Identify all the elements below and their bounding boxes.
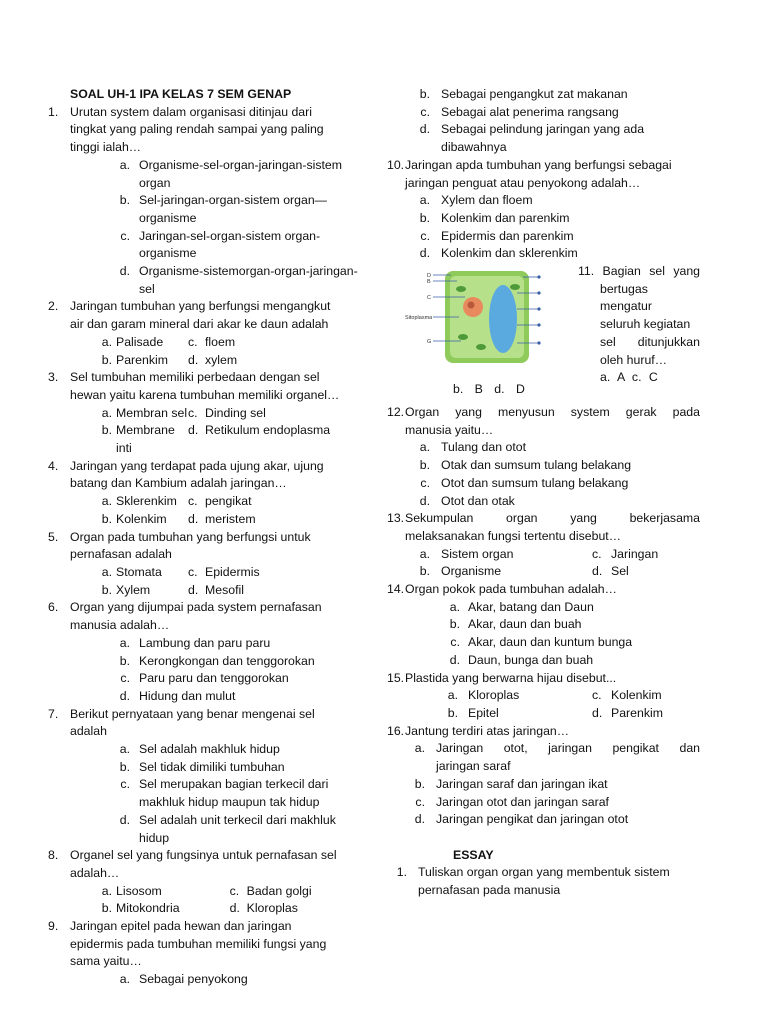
label-dots bbox=[537, 275, 540, 344]
diagram-label: C bbox=[427, 295, 431, 302]
option-row: b. Parenkim d. xylem bbox=[101, 352, 238, 367]
diagram-label: D bbox=[427, 273, 431, 280]
option-a: a. Jaringan otot, jaringan pengikat dan jaringan saraf bbox=[414, 741, 700, 774]
diagram-label: G bbox=[427, 339, 432, 346]
option-row: b. Epitel d. Parenkim bbox=[447, 705, 663, 720]
option-b: b. Jaringan saraf dan jaringan ikat bbox=[414, 776, 608, 791]
option-row: a. Stomata c. Epidermis bbox=[101, 564, 260, 579]
option-b: b. Otak dan sumsum tulang belakang bbox=[419, 458, 632, 473]
option-row: b. Xylem d. Mesofil bbox=[101, 582, 244, 597]
diagram-label: B bbox=[427, 279, 431, 286]
question-text: tinggi ialah… bbox=[70, 140, 142, 155]
option-a: a. Tulang dan otot bbox=[419, 440, 527, 455]
option-d: d. Sel adalah unit terkecil dari makhluk hidup bbox=[119, 812, 336, 845]
question-11 bbox=[387, 263, 700, 402]
question-text: air dan garam mineral dari akar ke daun adalah bbox=[70, 317, 329, 332]
chloroplast bbox=[456, 286, 466, 292]
question-text: tingkat yang paling rendah sampai yang paling bbox=[70, 122, 324, 137]
option-row: b. Mitokondria d. Kloroplas bbox=[101, 901, 298, 916]
diagram-label: Sitoplasma bbox=[405, 315, 433, 322]
question-14: 14. Organ pokok pada tumbuhan adalah… a. Akar, batang dan Daun b. Akar, daun dan buah c. Akar, daun dan kuntum bunga d. Daun, bunga dan buah bbox=[387, 581, 700, 670]
question-11-options-b-d: b. B d. D bbox=[453, 382, 525, 397]
option-c: c. Sebagai alat penerima rangsang bbox=[420, 104, 619, 119]
option-a: a. Akar, batang dan Daun bbox=[449, 599, 594, 614]
question-16: 16. Jantung terdiri atas jaringan… a. Jaringan otot, jaringan pengikat dan jaringan saraf b. Jaringan saraf dan jaringan ikat c. Jaringan otot dan jaringan saraf d. Jaringan pengikat dan jaringan otot bbox=[387, 723, 700, 829]
question-text: Urutan system dalam organisasi ditinjau dari bbox=[70, 104, 312, 119]
question-text: Jaringan tumbuhan yang berfungsi mengangkut bbox=[70, 299, 331, 314]
option-row: a. Sistem organ c. Jaringan bbox=[419, 546, 659, 561]
option-d: d. Jaringan pengikat dan jaringan otot bbox=[414, 812, 629, 827]
right-column bbox=[387, 86, 700, 900]
question-8: 8. Organel sel yang fungsinya untuk pernafasan sel adalah… a. Lisosom c. Badan golgi b. Mitokondria d. Kloroplas bbox=[48, 847, 362, 918]
essay-heading: ESSAY bbox=[453, 847, 494, 862]
option-a: a. Sebagai penyokong bbox=[119, 972, 248, 987]
option-d-continued: dibawahnya bbox=[441, 140, 507, 155]
chloroplast bbox=[476, 344, 486, 350]
option-row: b. Organisme d. Sel bbox=[419, 564, 629, 579]
question-3: 3. Sel tumbuhan memiliki perbedaan dengan sel hewan yaitu karena tumbuhan memiliki organel… a. Membran sel c. Dinding sel b. Membrane inti d. Retikulum endoplasma bbox=[48, 369, 362, 458]
option-c: c. Sel merupakan bagian terkecil dari makhluk hidup maupun tak hidup bbox=[120, 777, 329, 810]
question-12: 12. Organ yang menyusun system gerak pada manusia yaitu… a. Tulang dan otot b. Otak dan sumsum tulang belakang c. Otot dan sumsum tulang belakang d. Otot dan otak bbox=[387, 404, 700, 510]
option-d: d. Daun, bunga dan buah bbox=[449, 652, 594, 667]
vacuole bbox=[489, 285, 517, 353]
option-b: b. Sebagai pengangkut zat makanan bbox=[419, 87, 628, 101]
option-row: a. Membran sel c. Dinding sel bbox=[101, 405, 266, 420]
option-a: a. Lambung dan paru paru bbox=[119, 635, 271, 650]
option-c: c. Akar, daun dan kuntum bunga bbox=[450, 635, 633, 650]
option-b: b. Kerongkongan dan tenggorokan bbox=[119, 653, 315, 668]
question-9: 9. Jaringan epitel pada hewan dan jaringan epidermis pada tumbuhan memiliki fungsi yang sama yaitu… a. Sebagai penyokong bbox=[48, 918, 362, 989]
option-d: d. Hidung dan mulut bbox=[119, 688, 236, 703]
question-11-text: 11. Bagian sel yang bertugas mengatur seluruh kegiatan sel ditunjukkan oleh huruf… a. A c. C bbox=[578, 264, 700, 385]
question-7: 7. Berikut pernyataan yang benar mengenai sel adalah a. Sel adalah makhluk hidup b. Sel tidak dimiliki tumbuhan c. Sel merupakan bagian terkecil dari makhluk hidup maupun tak hidup d. Sel adalah unit terkecil dari makhluk hidup bbox=[48, 706, 362, 848]
plant-cell-diagram bbox=[405, 267, 563, 365]
chloroplast bbox=[458, 334, 468, 340]
option-row: a. Sklerenkim c. pengikat bbox=[101, 494, 252, 509]
option-b: b. Sel tidak dimiliki tumbuhan bbox=[119, 759, 285, 774]
option-a: a. Sel adalah makhluk hidup bbox=[119, 742, 280, 757]
question-13: 13. Sekumpulan organ yang bekerjasama melaksanakan fungsi tertentu disebut… a. Sistem organ c. Jaringan b. Organisme d. Sel bbox=[387, 510, 700, 581]
option-b: b. Kolenkim dan parenkim bbox=[419, 210, 570, 225]
nucleolus bbox=[468, 302, 475, 309]
question-number: 1. bbox=[48, 104, 59, 119]
option-a: a. Xylem dan floem bbox=[419, 193, 533, 208]
option-c: c. Epidermis dan parenkim bbox=[420, 228, 574, 243]
option-b: b. Akar, daun dan buah bbox=[449, 617, 582, 632]
question-2: 2. Jaringan tumbuhan yang berfungsi mengangkut air dan garam mineral dari akar ke daun adalah a. Palisade c. floem b. Parenkim d. xylem bbox=[48, 298, 362, 369]
option-d: d. Otot dan otak bbox=[419, 493, 515, 508]
page-title: SOAL UH-1 IPA KELAS 7 SEM GENAP bbox=[70, 87, 292, 101]
question-9-continued bbox=[387, 86, 700, 157]
option-b: b. Sel-jaringan-organ-sistem organ— organisme bbox=[119, 193, 327, 225]
question-4: 4. Jaringan yang terdapat pada ujung akar, ujung batang dan Kambium adalah jaringan… a. Sklerenkim c. pengikat b. Kolenkim d. meristem bbox=[48, 458, 362, 529]
option-d: d. Kolenkim dan sklerenkim bbox=[419, 246, 578, 261]
option-row: a. Lisosom c. Badan golgi bbox=[101, 883, 312, 898]
option-c: c. Paru paru dan tenggorokan bbox=[120, 671, 289, 686]
question-6: 6. Organ yang dijumpai pada system pernafasan manusia adalah… a. Lambung dan paru paru b. Kerongkongan dan tenggorokan c. Paru paru dan tenggorokan d. Hidung dan mulut bbox=[48, 599, 362, 705]
option-d: d. Sebagai pelindung jaringan yang ada bbox=[419, 122, 645, 137]
question-5: 5. Organ pada tumbuhan yang berfungsi untuk pernafasan adalah a. Stomata c. Epidermis b. Xylem d. Mesofil bbox=[48, 529, 362, 600]
chloroplast bbox=[510, 284, 520, 290]
left-column bbox=[48, 86, 362, 989]
option-row: a. Kloroplas c. Kolenkim bbox=[447, 688, 662, 703]
option-a: a. Organisme-sel-organ-jaringan-sistem organ bbox=[119, 157, 342, 190]
essay-question-1: 1. Tuliskan organ organ yang membentuk sistem pernafasan pada manusia bbox=[396, 865, 670, 897]
question-15: 15. Plastida yang berwarna hijau disebut... a. Kloroplas c. Kolenkim b. Epitel d. Parenkim bbox=[387, 670, 700, 723]
question-10: 10. Jaringan apda tumbuhan yang berfungsi sebagai jaringan penguat atau penyokong adalah… a. Xylem dan floem b. Kolenkim dan parenkim c. Epidermis dan parenkim d. Kolenkim dan sklerenkim bbox=[387, 157, 700, 263]
option-row: b. Kolenkim d. meristem bbox=[101, 511, 256, 526]
option-row: b. Membrane inti d. Retikulum endoplasma bbox=[101, 423, 331, 456]
option-d: d. Organisme-sistemorgan-organ-jaringan-sel bbox=[119, 264, 358, 296]
option-c: c. Jaringan-sel-organ-sistem organ-organisme bbox=[120, 228, 321, 261]
option-c: c. Otot dan sumsum tulang belakang bbox=[420, 475, 629, 490]
option-row: a. Palisade c. floem bbox=[101, 334, 236, 349]
option-c: c. Jaringan otot dan jaringan saraf bbox=[415, 794, 609, 809]
question-1 bbox=[48, 104, 362, 299]
